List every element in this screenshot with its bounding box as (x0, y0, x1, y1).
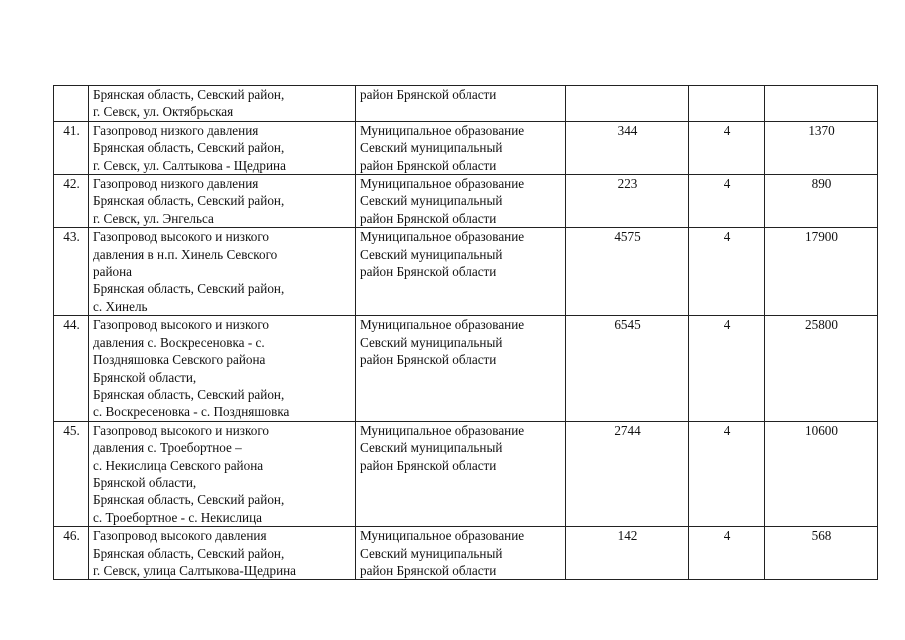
description-line: Брянская область, Севский район, (93, 492, 285, 508)
object-description (89, 121, 356, 174)
length-cell: 4575 (566, 228, 689, 316)
row-number: 41. (54, 121, 89, 174)
cost-cell: 17900 (765, 228, 878, 316)
object-description (89, 86, 356, 122)
description-line: Газопровод высокого и низкого (93, 422, 269, 438)
description-line: с. Троебортное - с. Некислица (93, 509, 263, 525)
row-number: 44. (54, 316, 89, 421)
diameter-cell (689, 86, 765, 122)
owner-line: Муниципальное образование (360, 528, 525, 544)
owner-line: район Брянской области (360, 87, 497, 102)
registry-table-body (54, 86, 878, 580)
row-number: 43. (54, 228, 89, 316)
table-row (54, 228, 878, 316)
owner-line: Муниципальное образование (360, 122, 525, 138)
description-line: Газопровод низкого давления (93, 122, 259, 138)
description-line: с. Некислица Севского района (93, 457, 264, 473)
object-description (89, 421, 356, 526)
owner-line: Севский муниципальный (360, 334, 503, 350)
owner-cell (356, 175, 566, 228)
description-line: Газопровод высокого и низкого (93, 229, 269, 245)
table-row (54, 421, 878, 526)
description-line: г. Севск, ул. Салтыкова - Щедрина (93, 157, 286, 173)
owner-cell (356, 527, 566, 580)
description-line: Брянская область, Севский район, (93, 193, 285, 209)
description-line: Поздняшовка Севского района (93, 352, 266, 368)
registry-table (53, 85, 878, 580)
description-line: г. Севск, улица Салтыкова-Щедрина (93, 562, 297, 578)
description-line: Брянская область, Севский район, (93, 87, 285, 102)
length-cell: 142 (566, 527, 689, 580)
owner-cell (356, 316, 566, 421)
owner-cell (356, 421, 566, 526)
cost-cell: 890 (765, 175, 878, 228)
owner-line: Севский муниципальный (360, 246, 503, 262)
description-line: с. Воскресеновка - с. Поздняшовка (93, 404, 290, 420)
diameter-cell: 4 (689, 527, 765, 580)
object-description (89, 228, 356, 316)
description-line: Брянской области, (93, 474, 197, 490)
description-line: давления с. Троебортное – (93, 440, 242, 456)
description-line: с. Хинель (93, 298, 148, 314)
description-line: давления с. Воскресеновка - с. (93, 334, 265, 350)
cost-cell: 568 (765, 527, 878, 580)
diameter-cell: 4 (689, 175, 765, 228)
length-cell: 2744 (566, 421, 689, 526)
owner-cell (356, 121, 566, 174)
object-description (89, 175, 356, 228)
owner-line: Севский муниципальный (360, 545, 503, 561)
cost-cell: 1370 (765, 121, 878, 174)
table-row (54, 86, 878, 122)
owner-line: Муниципальное образование (360, 229, 525, 245)
description-line: г. Севск, ул. Энгельса (93, 210, 214, 226)
owner-line: Севский муниципальный (360, 440, 503, 456)
cost-cell: 10600 (765, 421, 878, 526)
owner-line: Муниципальное образование (360, 317, 525, 333)
length-cell: 344 (566, 121, 689, 174)
owner-cell (356, 86, 566, 122)
owner-line: район Брянской области (360, 562, 497, 578)
owner-cell (356, 228, 566, 316)
table-row (54, 121, 878, 174)
owner-line: район Брянской области (360, 457, 497, 473)
cost-cell (765, 86, 878, 122)
length-cell: 6545 (566, 316, 689, 421)
owner-line: Муниципальное образование (360, 422, 525, 438)
row-number: 45. (54, 421, 89, 526)
diameter-cell: 4 (689, 316, 765, 421)
description-line: Брянская область, Севский район, (93, 281, 285, 297)
length-cell (566, 86, 689, 122)
row-number (54, 86, 89, 122)
description-line: района (93, 264, 133, 280)
cost-cell: 25800 (765, 316, 878, 421)
table-row (54, 175, 878, 228)
description-line: Газопровод высокого и низкого (93, 317, 269, 333)
description-line: Брянская область, Севский район, (93, 386, 285, 402)
row-number: 46. (54, 527, 89, 580)
object-description (89, 527, 356, 580)
owner-line: район Брянской области (360, 352, 497, 368)
owner-line: район Брянской области (360, 264, 497, 280)
owner-line: район Брянской области (360, 210, 497, 226)
description-line: Брянская область, Севский район, (93, 140, 285, 156)
description-line: Брянской области, (93, 369, 197, 385)
diameter-cell: 4 (689, 121, 765, 174)
description-line: г. Севск, ул. Октябрьская (93, 104, 234, 120)
length-cell: 223 (566, 175, 689, 228)
object-description (89, 316, 356, 421)
description-line: Брянская область, Севский район, (93, 545, 285, 561)
description-line: Газопровод низкого давления (93, 176, 259, 192)
diameter-cell: 4 (689, 421, 765, 526)
owner-line: Севский муниципальный (360, 140, 503, 156)
owner-line: Севский муниципальный (360, 193, 503, 209)
description-line: давления в н.п. Хинель Севского (93, 246, 278, 262)
owner-line: район Брянской области (360, 157, 497, 173)
diameter-cell: 4 (689, 228, 765, 316)
description-line: Газопровод высокого давления (93, 528, 267, 544)
table-row (54, 527, 878, 580)
owner-line: Муниципальное образование (360, 176, 525, 192)
table-row (54, 316, 878, 421)
row-number: 42. (54, 175, 89, 228)
